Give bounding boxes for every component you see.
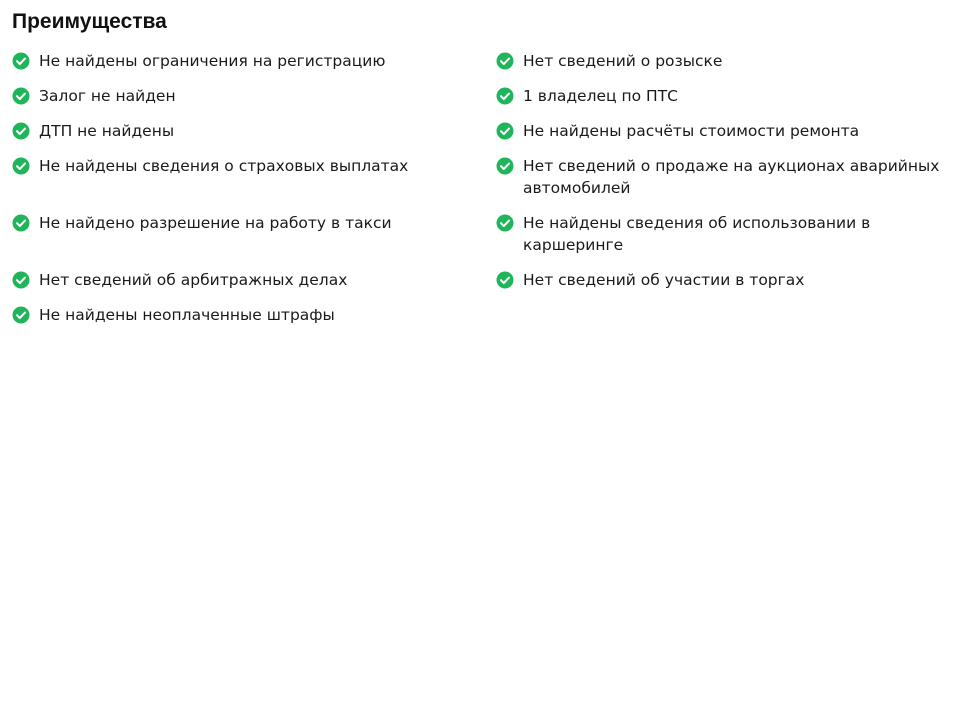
advantage-label: Не найдено разрешение на работу в такси [39,214,392,232]
advantage-label: Не найдены ограничения на регистрацию [39,52,386,70]
advantage-item [496,269,956,304]
check-circle-icon [12,157,30,175]
check-circle-icon [12,306,30,324]
advantage-item [496,85,956,120]
advantages-column-right [496,50,956,339]
advantage-label: Залог не найден [39,87,176,105]
advantage-label: Не найдены неоплаченные штрафы [39,306,335,324]
advantage-item [12,155,496,212]
advantages-grid [12,50,956,339]
advantage-label: Нет сведений о розыске [523,52,723,70]
check-circle-icon [496,87,514,105]
advantage-item [496,120,956,155]
check-circle-icon [12,214,30,232]
advantages-column-left [12,50,496,339]
advantage-label: Не найдены сведения о страховых выплатах [39,157,409,175]
check-circle-icon [12,271,30,289]
advantage-item [12,212,496,269]
advantage-label: Не найдены расчёты стоимости ремонта [523,122,860,140]
advantage-label: ДТП не найдены [39,122,175,140]
check-circle-icon [12,122,30,140]
section-title: Преимущества [12,10,167,33]
check-circle-icon [496,122,514,140]
check-circle-icon [496,52,514,70]
advantage-item [496,155,956,212]
check-circle-icon [12,52,30,70]
advantage-item [12,304,496,339]
advantage-label: Нет сведений об арбитражных делах [39,271,348,289]
advantage-item [496,212,956,269]
check-circle-icon [496,271,514,289]
advantage-item [12,50,496,85]
advantage-item [496,50,956,85]
advantage-item [12,269,496,304]
advantage-label: Не найдены сведения об использовании в каршеринге [523,214,871,254]
advantage-label: 1 владелец по ПТС [523,87,678,105]
advantage-label: Нет сведений об участии в торгах [523,271,805,289]
advantage-label: Нет сведений о продаже на аукционах аварийных автомобилей [523,157,940,197]
advantages-section [12,8,956,339]
check-circle-icon [496,157,514,175]
check-circle-icon [12,87,30,105]
advantage-item [12,120,496,155]
check-circle-icon [496,214,514,232]
advantage-item [12,85,496,120]
